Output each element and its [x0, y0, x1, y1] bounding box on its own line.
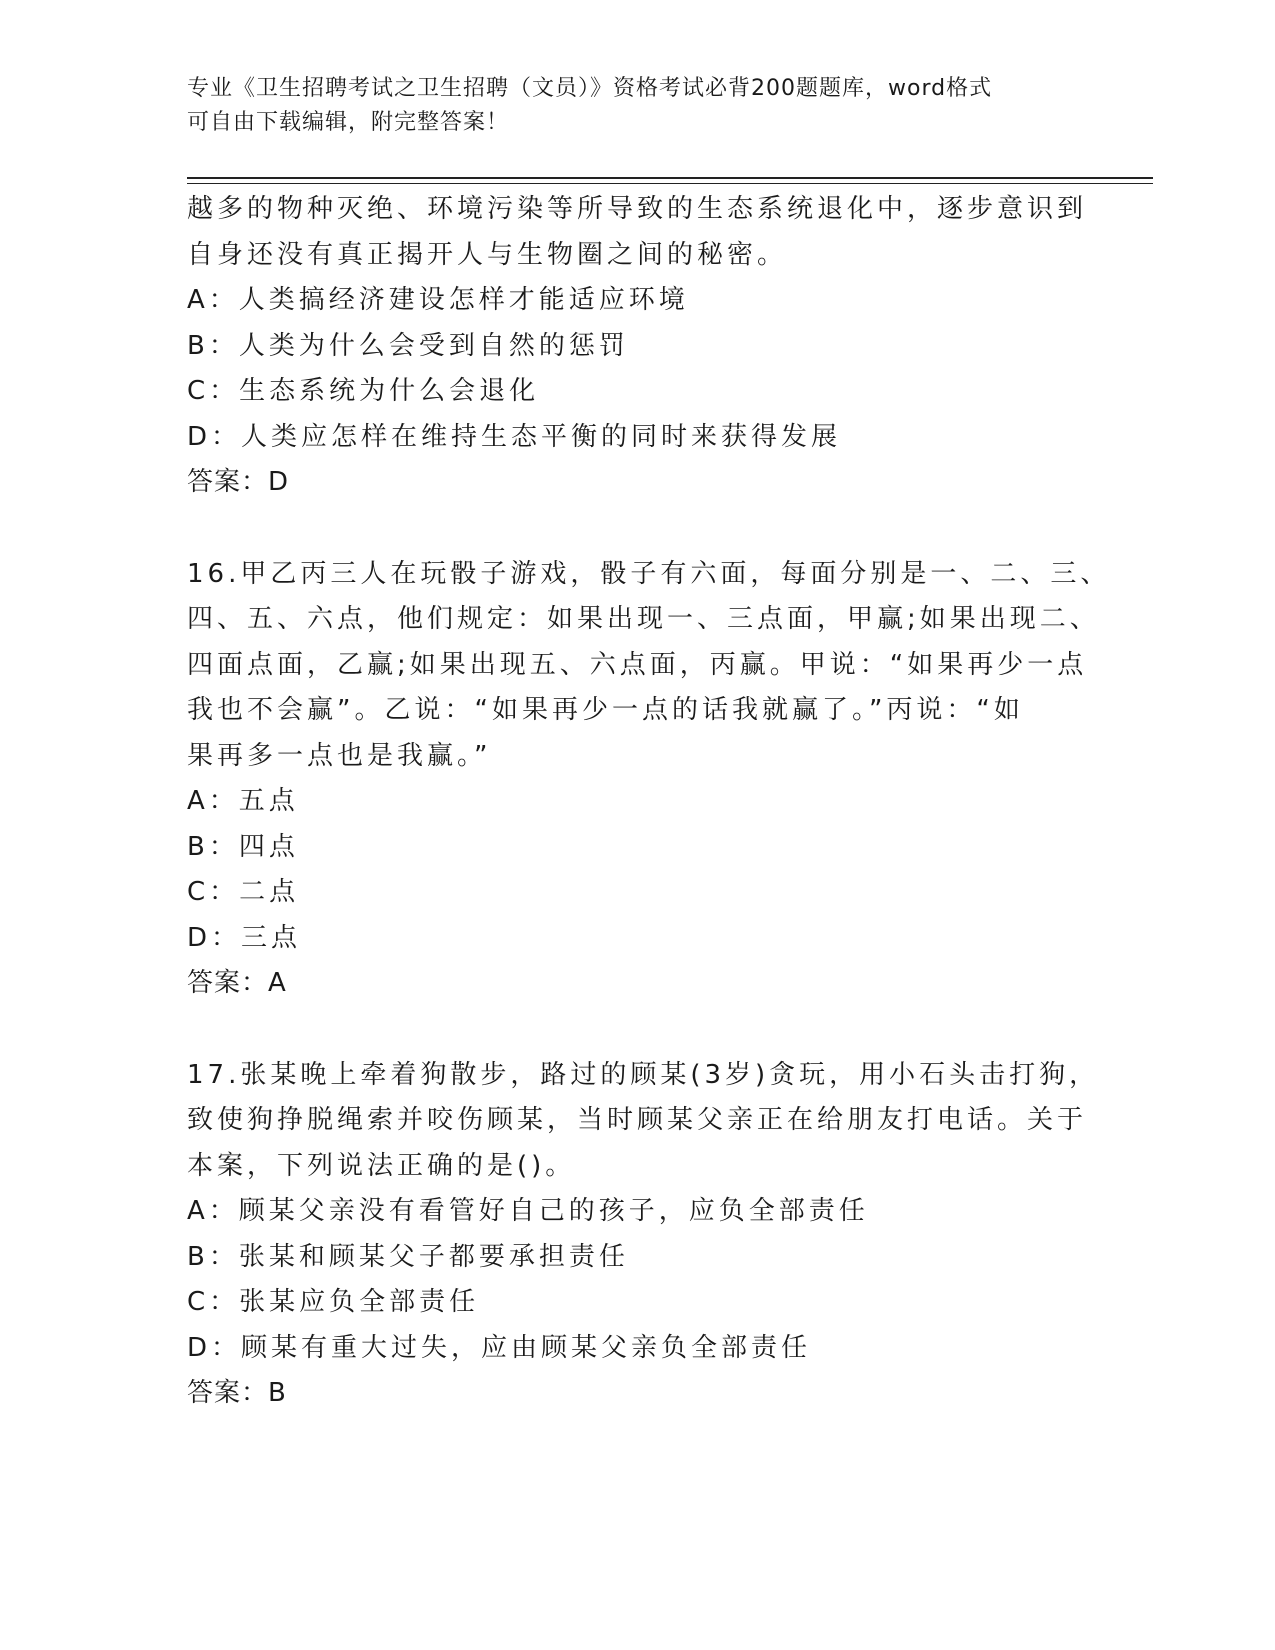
question-16: [187, 552, 1111, 1007]
option-a: A：顾某父亲没有看管好自己的孩子，应负全部责任: [187, 1196, 869, 1226]
option-c: C：张某应负全部责任: [187, 1287, 480, 1317]
question-spacer: [187, 506, 1087, 552]
question-stem-line: 四、五、六点，他们规定：如果出现一、三点面，甲赢;如果出现二、: [187, 604, 1100, 634]
question-stem-line: 越多的物种灭绝、环境污染等所导致的生态系统退化中，逐步意识到: [187, 194, 1088, 224]
option-b: B：人类为什么会受到自然的惩罚: [187, 330, 629, 361]
answer-line: 答案：B: [187, 1378, 287, 1408]
question-15: [187, 187, 1087, 506]
question-stem-line: 我也不会赢”。乙说：“如果再少一点的话我就赢了。”丙说：“如: [187, 695, 1024, 725]
option-d: D：人类应怎样在维持生态平衡的同时来获得发展: [187, 421, 842, 452]
question-spacer: [187, 1007, 1087, 1053]
header-divider-thin: [187, 183, 1153, 184]
question-stem-line: 17.张某晚上牵着狗散步，路过的顾某(3岁)贪玩，用小石头击打狗，: [187, 1059, 1100, 1090]
option-c: C：二点: [187, 877, 300, 907]
question-stem-line: 本案，下列说法正确的是()。: [187, 1150, 576, 1181]
option-b: B：张某和顾某父子都要承担责任: [187, 1241, 629, 1272]
answer-line: 答案：D: [187, 467, 290, 497]
question-stem-line: 自身还没有真正揭开人与生物圈之间的秘密。: [187, 239, 788, 270]
header-line-2: 可自由下载编辑，附完整答案！: [187, 110, 510, 135]
question-stem-line: 四面点面，乙赢;如果出现五、六点面，丙赢。甲说：“如果再少一点: [187, 649, 1088, 680]
option-a: A：人类搞经济建设怎样才能适应环境: [187, 285, 689, 315]
question-stem-line: 致使狗挣脱绳索并咬伤顾某，当时顾某父亲正在给朋友打电话。关于: [187, 1105, 1088, 1135]
header-divider-thick: [187, 177, 1153, 179]
question-17: [187, 1053, 1100, 1417]
question-stem-line: 果再多一点也是我赢。”: [187, 740, 492, 771]
answer-line: 答案：A: [187, 968, 287, 998]
question-stem-line: 16.甲乙丙三人在玩骰子游戏，骰子有六面，每面分别是一、二、三、: [187, 558, 1111, 589]
option-b: B：四点: [187, 831, 299, 862]
option-d: D：顾某有重大过失，应由顾某父亲负全部责任: [187, 1332, 812, 1363]
option-c: C：生态系统为什么会退化: [187, 376, 540, 406]
option-d: D：三点: [187, 922, 302, 953]
document-header: [187, 72, 1067, 140]
header-line-1: 专业《卫生招聘考试之卫生招聘（文员）》资格考试必背200题题库，word格式: [187, 76, 993, 101]
question-content: [187, 187, 1111, 1417]
option-a: A：五点: [187, 786, 299, 816]
